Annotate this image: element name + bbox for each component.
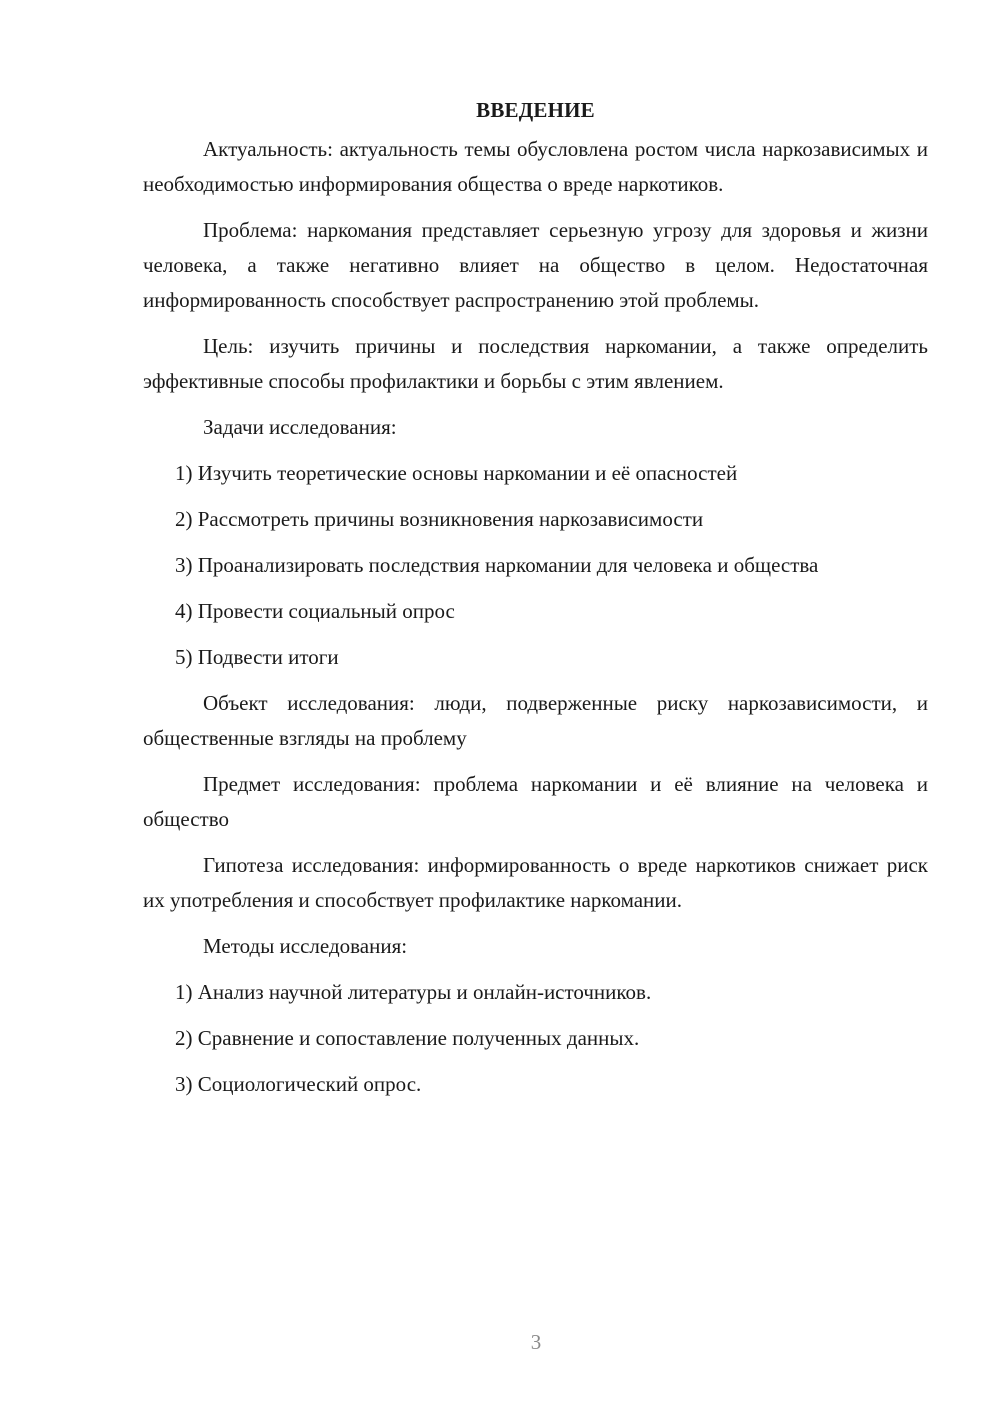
document-page [143,92,928,1113]
task-item-4: 4) Провести социальный опрос [175,599,455,623]
task-item-1: 1) Изучить теоретические основы наркомании и её опасностей [175,461,738,485]
task-item-3: 3) Проанализировать последствия наркомании для человека и общества [175,553,819,577]
page-number: 3 [530,1330,542,1354]
paragraph-problem: Проблема: наркомания представляет серьезную угрозу для здоровья и жизни человека, а также негативно влияет на общество в целом. Недостаточная информированность способствует распространению этой проблемы. [143,218,928,312]
paragraph-object: Объект исследования: люди, подверженные риску наркозависимости, и общественные взгляды на проблему [143,691,928,750]
paragraph-relevance: Актуальность: актуальность темы обусловлена ростом числа наркозависимых и необходимостью информирования общества о вреде наркотиков. [143,137,928,196]
paragraph-hypothesis: Гипотеза исследования: информированность о вреде наркотиков снижает риск их употребления и способствует профилактике наркомании. [143,853,928,912]
task-item-5: 5) Подвести итоги [175,645,339,669]
tasks-heading: Задачи исследования: [203,415,397,439]
paragraph-subject: Предмет исследования: проблема наркомании и её влияние на человека и общество [143,772,928,831]
method-item-3: 3) Социологический опрос. [175,1072,422,1096]
method-item-1: 1) Анализ научной литературы и онлайн-источников. [175,980,652,1004]
task-item-2: 2) Рассмотреть причины возникновения наркозависимости [175,507,704,531]
paragraph-goal: Цель: изучить причины и последствия наркомании, а также определить эффективные способы профилактики и борьбы с этим явлением. [143,334,928,393]
method-item-2: 2) Сравнение и сопоставление полученных данных. [175,1026,640,1050]
methods-heading: Методы исследования: [203,934,408,958]
page-title: ВВЕДЕНИЕ [476,98,595,122]
